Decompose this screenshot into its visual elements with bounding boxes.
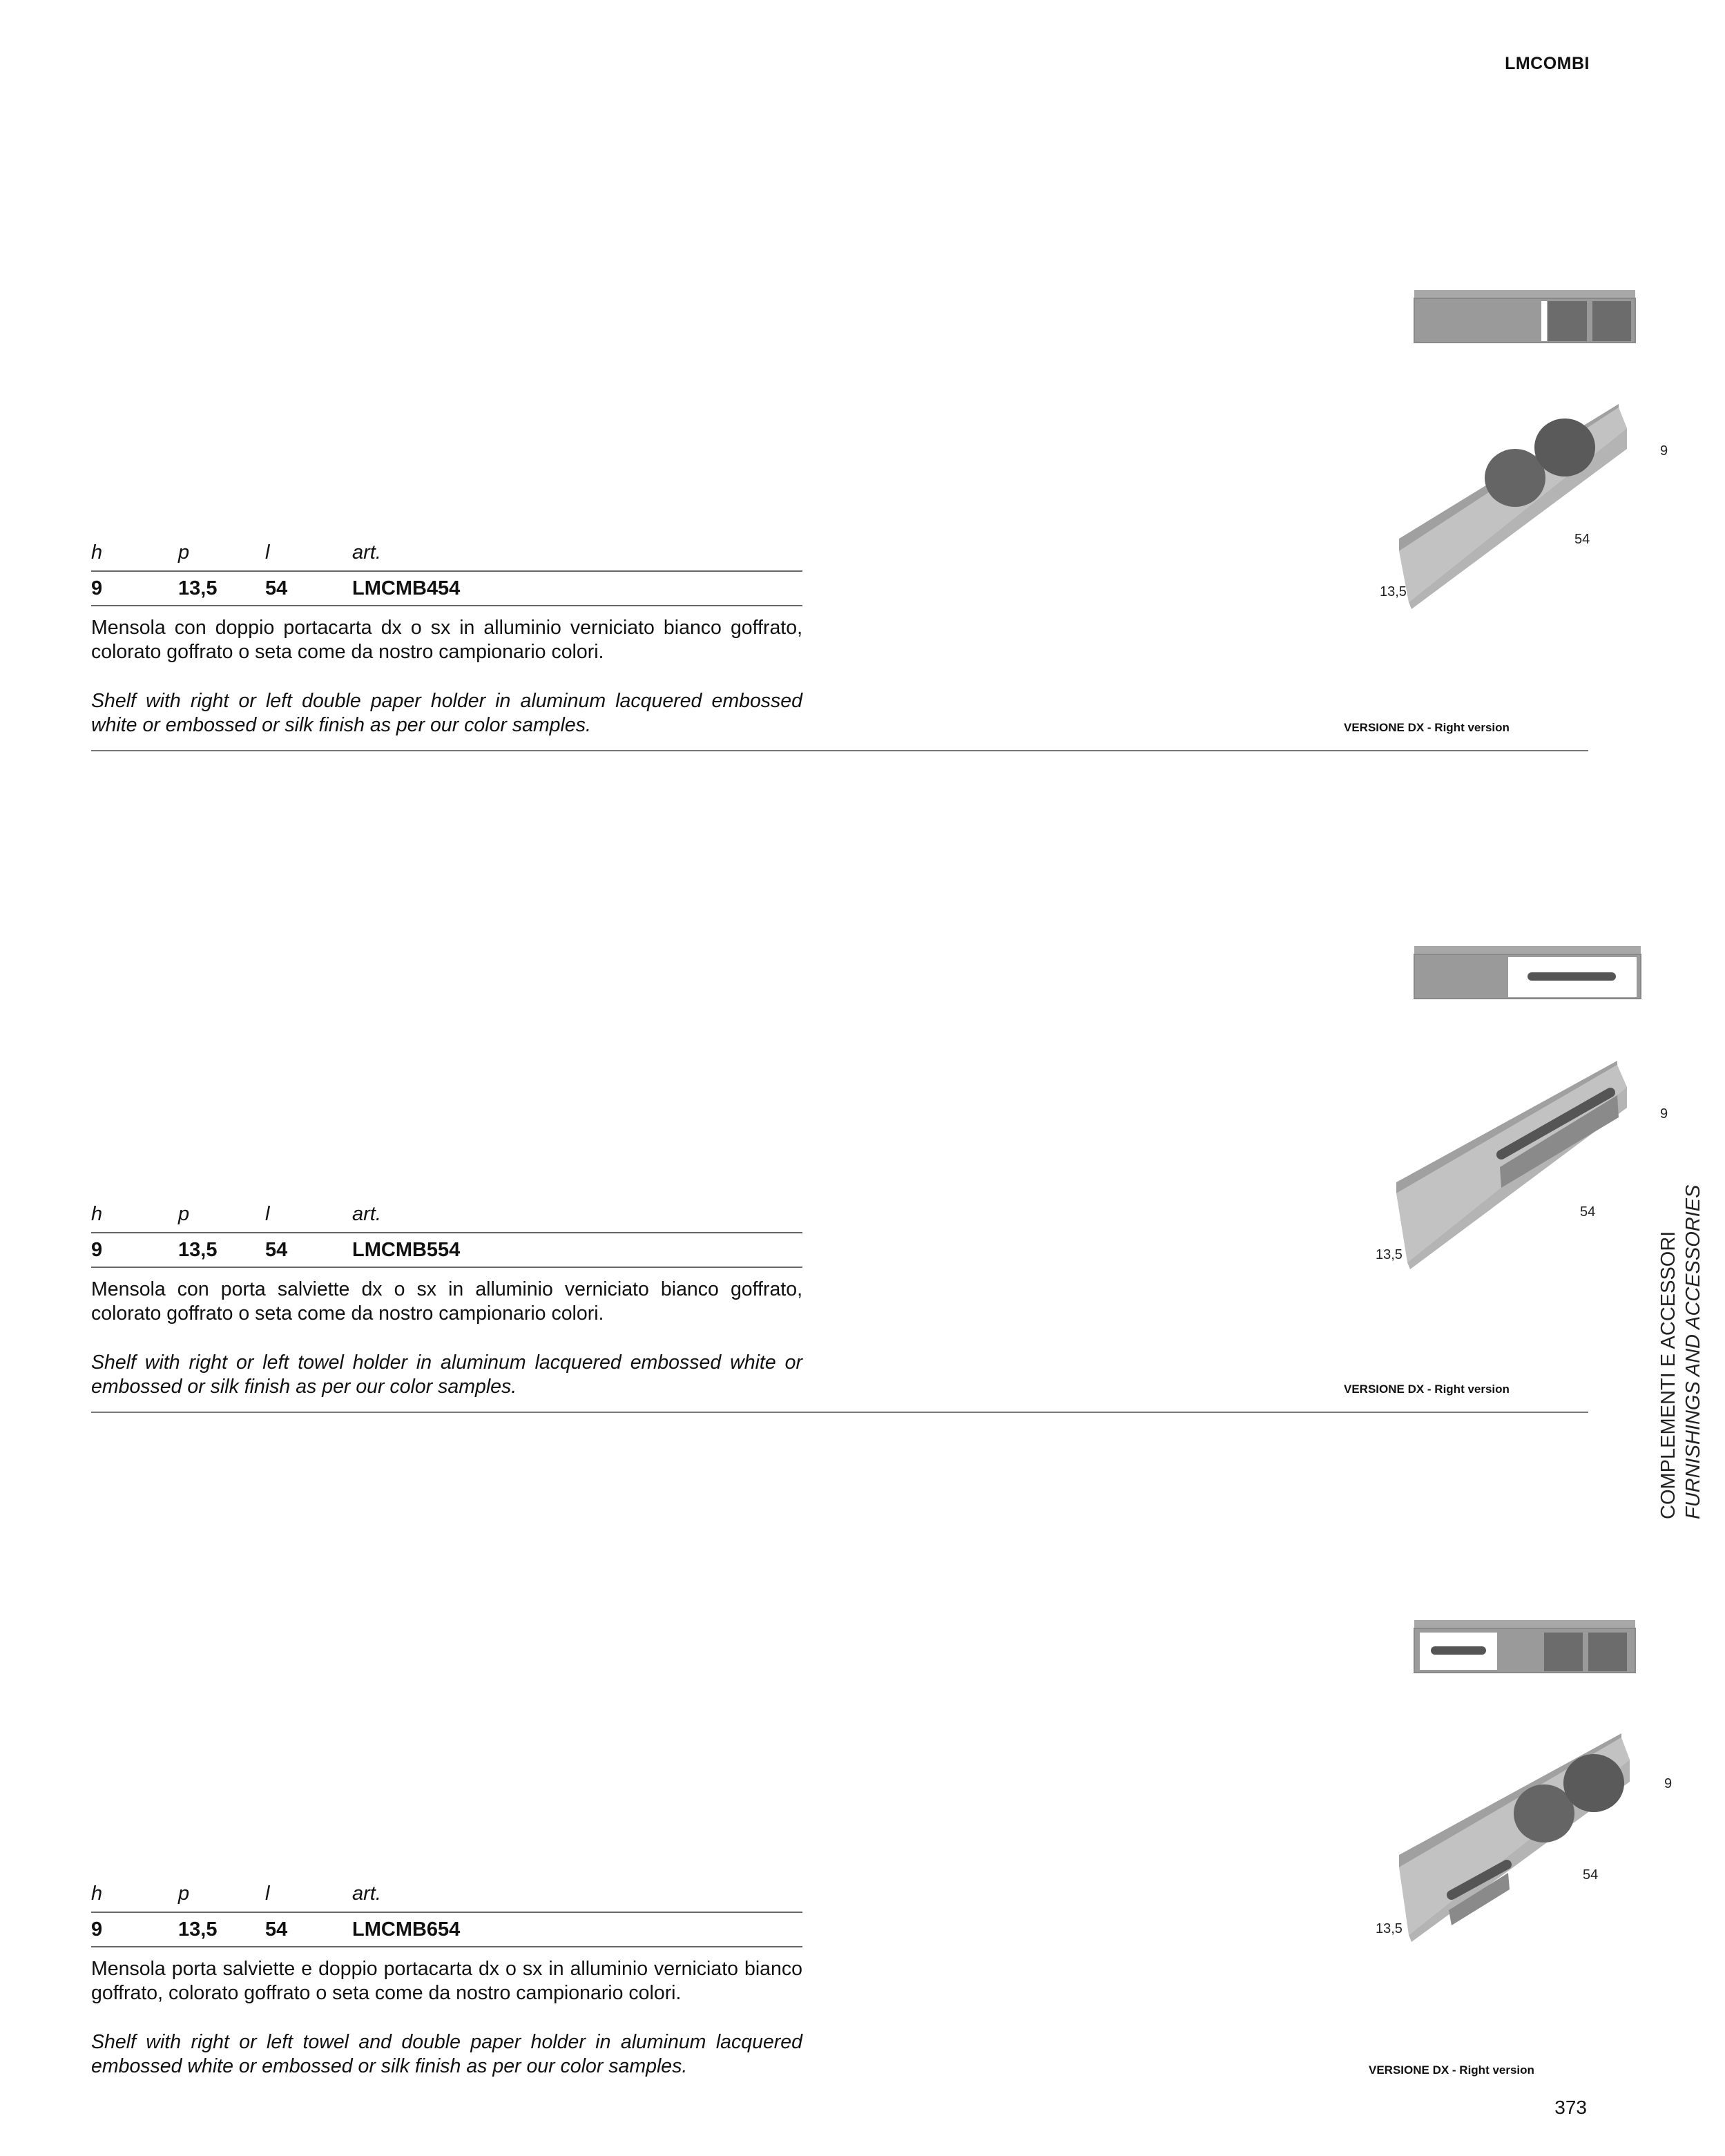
description-english: Shelf with right or left towel holder in aluminum lacquered embossed white or embossed or silk finish as per our color samples. [91, 1351, 802, 1398]
spec-value-p: 13,5 [178, 1918, 218, 1941]
description-italian: Mensola porta salviette e doppio portacarta dx o sx in alluminio verniciato bianco goffrato, colorato goffrato o seta come da nostro campionario colori. [91, 1958, 802, 2004]
spec-header-h: h [91, 541, 103, 564]
spec-header-h: h [91, 1203, 103, 1225]
spec-value-row [91, 1913, 802, 1946]
version-label: VERSIONE DX - Right version [1344, 1383, 1510, 1396]
spec-value-art: LMCMB554 [352, 1239, 461, 1261]
spec-header-row [91, 1878, 802, 1912]
spec-header-l: l [265, 1883, 270, 1905]
page-number: 373 [1554, 2097, 1587, 2118]
version-label: VERSIONE DX - Right version [1369, 2063, 1534, 2077]
spec-value-art: LMCMB654 [352, 1918, 461, 1941]
dimension-height-label: 9 [1660, 1106, 1668, 1122]
spec-value-l: 54 [265, 1239, 288, 1261]
spec-header-art: art. [352, 541, 381, 564]
dimension-height-label: 9 [1664, 1776, 1673, 1791]
description-english: Shelf with right or left towel and double paper holder in aluminum lacquered embossed white or embossed or silk finish as per our color samples. [91, 2031, 802, 2077]
spec-header-p: p [178, 1883, 190, 1905]
spec-header-row [91, 537, 802, 570]
product-drawing-towel-and-double-paper-holder [1320, 1613, 1652, 1945]
spec-value-h: 9 [91, 1239, 103, 1261]
spec-table [91, 1199, 802, 1268]
spec-value-p: 13,5 [178, 577, 218, 599]
product-drawing-double-paper-holder [1320, 283, 1652, 608]
description-italian: Mensola con porta salviette dx o sx in alluminio verniciato bianco goffrato, colorato goffrato o seta come da nostro campionario colori. [91, 1278, 802, 1325]
description-italian: Mensola con doppio portacarta dx o sx in alluminio verniciato bianco goffrato, colorato goffrato o seta come da nostro campionario colori. [91, 617, 802, 663]
dimension-length-label: 54 [1583, 1867, 1599, 1883]
spec-header-art: art. [352, 1883, 381, 1905]
version-label: VERSIONE DX - Right version [1344, 721, 1510, 734]
section-divider [91, 1412, 1588, 1413]
spec-header-row [91, 1199, 802, 1232]
spec-value-l: 54 [265, 1918, 288, 1941]
spec-table [91, 1878, 802, 1947]
spec-value-row [91, 572, 802, 605]
section-divider [91, 750, 1588, 751]
dimension-depth-label: 13,5 [1376, 1921, 1403, 1936]
side-label-it: COMPLEMENTI E ACCESSORI [1657, 1231, 1679, 1519]
spec-header-art: art. [352, 1203, 381, 1225]
spec-header-l: l [265, 541, 270, 564]
header-title: LMCOMBI [1505, 54, 1590, 73]
spec-value-art: LMCMB454 [352, 577, 461, 599]
spec-value-h: 9 [91, 577, 103, 599]
dimension-length-label: 54 [1580, 1204, 1596, 1220]
spec-header-p: p [178, 1203, 190, 1225]
product-drawing-towel-holder [1320, 939, 1652, 1271]
side-label-en: FURNISHINGS AND ACCESSORIES [1682, 1184, 1704, 1519]
spec-value-h: 9 [91, 1918, 103, 1941]
spec-header-l: l [265, 1203, 270, 1225]
dimension-depth-label: 13,5 [1380, 584, 1407, 599]
spec-header-h: h [91, 1883, 103, 1905]
side-section-label [1656, 1185, 1706, 1519]
spec-value-row [91, 1233, 802, 1267]
spec-table [91, 537, 802, 606]
dimension-length-label: 54 [1574, 532, 1590, 547]
spec-header-p: p [178, 541, 190, 564]
description-english: Shelf with right or left double paper holder in aluminum lacquered embossed white or embossed or silk finish as per our color samples. [91, 690, 802, 736]
spec-value-l: 54 [265, 577, 288, 599]
spec-value-p: 13,5 [178, 1239, 218, 1261]
dimension-height-label: 9 [1660, 443, 1668, 459]
dimension-depth-label: 13,5 [1376, 1247, 1403, 1262]
